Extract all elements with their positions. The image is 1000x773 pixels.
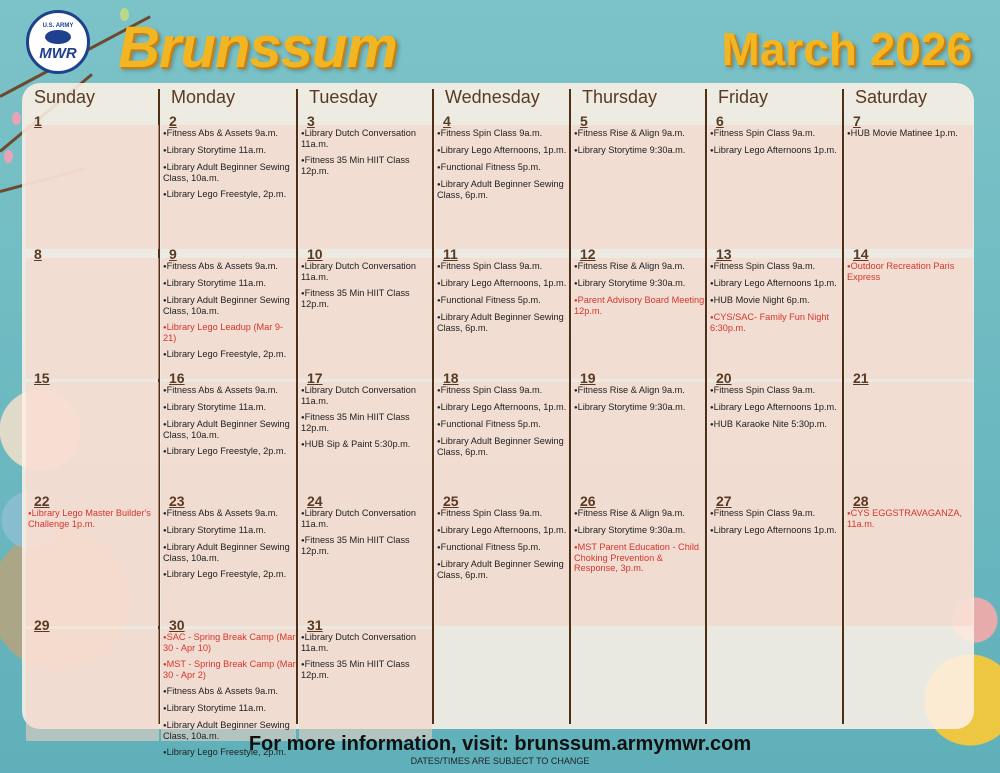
date-number: 7 xyxy=(853,113,861,129)
date-number: 9 xyxy=(169,246,177,262)
day-cell[interactable] xyxy=(572,370,705,505)
event-item[interactable]: ● Fitness 35 Min HIIT Class 12p.m. xyxy=(301,288,432,309)
logo-main-text: MWR xyxy=(39,44,77,62)
day-cell[interactable] xyxy=(26,493,159,626)
event-list xyxy=(437,385,569,463)
event-item[interactable]: ● Library Dutch Conversation 11a.m. xyxy=(301,128,432,149)
event-item[interactable]: ● Library Storytime 11a.m. xyxy=(163,278,296,289)
date-number: 16 xyxy=(169,370,185,386)
date-number: 12 xyxy=(580,246,596,262)
event-item[interactable]: ● Fitness Rise & Align 9a.m. xyxy=(574,508,705,519)
event-item[interactable]: ● Library Lego Afternoons 1p.m. xyxy=(710,525,842,536)
event-list xyxy=(710,128,842,162)
event-item[interactable]: ● Functional Fitness 5p.m. xyxy=(437,162,569,173)
event-item[interactable]: ● Library Adult Beginner Sewing Class, 10a.m. xyxy=(163,419,296,440)
weekday-label: Saturday xyxy=(855,87,928,107)
event-item[interactable]: ● CYS/SAC- Family Fun Night 6:30p.m. xyxy=(710,312,842,333)
event-item[interactable]: ● Fitness Abs & Assets 9a.m. xyxy=(163,128,296,139)
event-item[interactable]: ● Library Dutch Conversation 11a.m. xyxy=(301,508,432,529)
event-list xyxy=(28,508,159,535)
event-item[interactable]: ● Fitness Spin Class 9a.m. xyxy=(710,128,842,139)
day-cell[interactable] xyxy=(161,113,296,249)
date-number: 4 xyxy=(443,113,451,129)
day-cell[interactable] xyxy=(435,629,569,741)
event-list xyxy=(574,385,705,419)
date-number: 13 xyxy=(716,246,732,262)
event-item[interactable]: ● Library Lego Afternoons, 1p.m. xyxy=(437,402,569,413)
month-title: March 2026 xyxy=(721,23,972,75)
date-number: 6 xyxy=(716,113,724,129)
event-item[interactable]: ● Fitness Abs & Assets 9a.m. xyxy=(163,261,296,272)
date-number: 21 xyxy=(853,370,869,386)
event-item[interactable]: ● Library Adult Beginner Sewing Class, 10a.m. xyxy=(163,295,296,316)
event-item[interactable]: ● Library Dutch Conversation 11a.m. xyxy=(301,261,432,282)
date-number: 26 xyxy=(580,493,596,509)
logo-top-text: U.S. ARMY xyxy=(42,22,74,29)
weekday-label: Wednesday xyxy=(445,87,540,107)
globe-icon xyxy=(45,30,71,44)
day-cell[interactable] xyxy=(845,113,973,249)
date-number: 23 xyxy=(169,493,185,509)
date-number: 25 xyxy=(443,493,459,509)
event-item[interactable]: ● Library Storytime 11a.m. xyxy=(163,145,296,156)
date-number: 20 xyxy=(716,370,732,386)
event-item[interactable]: ● Fitness Spin Class 9a.m. xyxy=(437,508,569,519)
event-item[interactable]: ● Library Lego Afternoons, 1p.m. xyxy=(437,525,569,536)
event-item[interactable]: ● Fitness Abs & Assets 9a.m. xyxy=(163,385,296,396)
day-cell[interactable] xyxy=(299,113,432,249)
day-cell[interactable] xyxy=(845,370,973,505)
event-list xyxy=(847,128,973,145)
weekday-label: Monday xyxy=(171,87,236,107)
date-number: 28 xyxy=(853,493,869,509)
event-item[interactable]: ● Library Dutch Conversation 11a.m. xyxy=(301,632,432,653)
event-item[interactable]: ● Library Lego Freestyle, 2p.m. xyxy=(163,189,296,200)
day-cell[interactable] xyxy=(435,493,569,626)
event-list xyxy=(301,508,432,562)
event-item[interactable]: ● Fitness Spin Class 9a.m. xyxy=(710,385,842,396)
event-item[interactable]: ● Library Adult Beginner Sewing Class, 10a.m. xyxy=(163,542,296,563)
weekday-header xyxy=(22,87,974,115)
day-cell[interactable] xyxy=(572,113,705,249)
weekday-label: Thursday xyxy=(582,87,658,107)
column-divider xyxy=(569,89,571,724)
day-cell[interactable] xyxy=(708,493,842,626)
event-item[interactable]: ● Library Lego Afternoons 1p.m. xyxy=(710,145,842,156)
event-list xyxy=(301,261,432,315)
event-item[interactable]: ● Library Lego Freestyle, 2p.m. xyxy=(163,349,296,360)
day-cell[interactable] xyxy=(572,493,705,626)
day-cell[interactable] xyxy=(26,113,159,249)
army-mwr-logo xyxy=(26,10,90,74)
day-cell[interactable] xyxy=(161,617,296,757)
event-item[interactable]: ● Library Lego Freestyle, 2p.m. xyxy=(163,446,296,457)
event-item[interactable]: ● Fitness Rise & Align 9a.m. xyxy=(574,128,705,139)
date-number: 11 xyxy=(443,246,458,262)
event-item[interactable]: ● Functional Fitness 5p.m. xyxy=(437,295,569,306)
weekday-label: Tuesday xyxy=(309,87,378,107)
event-list xyxy=(437,128,569,206)
event-item[interactable]: ● Parent Advisory Board Meeting 12p.m. xyxy=(574,295,705,316)
event-item[interactable]: ● Library Adult Beginner Sewing Class, 6p.m. xyxy=(437,312,569,333)
event-item[interactable]: ● Library Dutch Conversation 11a.m. xyxy=(301,385,432,406)
decorative-bud xyxy=(12,112,21,125)
event-item[interactable]: ● Fitness Abs & Assets 9a.m. xyxy=(163,508,296,519)
day-cell[interactable] xyxy=(161,370,296,505)
event-item[interactable]: ● Library Storytime 11a.m. xyxy=(163,525,296,536)
event-item[interactable]: ● Fitness 35 Min HIIT Class 12p.m. xyxy=(301,412,432,433)
day-cell[interactable] xyxy=(299,493,432,626)
event-list xyxy=(301,385,432,456)
day-cell[interactable] xyxy=(708,370,842,505)
event-item[interactable]: ● Library Lego Afternoons 1p.m. xyxy=(710,278,842,289)
event-list xyxy=(437,261,569,339)
event-item[interactable]: ● MST Parent Education - Child Choking Prevention & Response, 3p.m. xyxy=(574,542,705,573)
date-number: 17 xyxy=(307,370,323,386)
event-item[interactable]: ● Fitness Spin Class 9a.m. xyxy=(710,261,842,272)
event-list xyxy=(710,261,842,339)
event-item[interactable]: ● Library Lego Afternoons, 1p.m. xyxy=(437,145,569,156)
day-cell[interactable] xyxy=(708,246,842,379)
day-cell[interactable] xyxy=(299,617,432,741)
event-item[interactable]: ● Library Storytime 9:30a.m. xyxy=(574,525,705,536)
date-number: 29 xyxy=(34,617,50,633)
event-list xyxy=(574,261,705,322)
event-item[interactable]: ● Library Storytime 9:30a.m. xyxy=(574,402,705,413)
event-item[interactable]: ● MST - Spring Break Camp (Mar 30 - Apr 2) xyxy=(163,659,296,680)
event-item[interactable]: ● Library Lego Afternoons 1p.m. xyxy=(710,402,842,413)
event-item[interactable]: ● Library Lego Freestyle, 2p.m. xyxy=(163,569,296,580)
day-cell[interactable] xyxy=(435,246,569,379)
event-item[interactable]: ● Fitness Abs & Assets 9a.m. xyxy=(163,686,296,697)
column-divider xyxy=(296,89,298,724)
event-list xyxy=(710,508,842,542)
footer-disclaimer: DATES/TIMES ARE SUBJECT TO CHANGE xyxy=(410,756,590,766)
day-cell[interactable] xyxy=(845,246,973,379)
weekday-label: Sunday xyxy=(34,87,96,107)
date-number: 18 xyxy=(443,370,459,386)
column-divider xyxy=(705,89,707,724)
date-number: 15 xyxy=(34,370,50,386)
event-list xyxy=(163,261,296,366)
column-divider xyxy=(842,89,844,724)
event-item[interactable]: ● Library Adult Beginner Sewing Class, 10a.m. xyxy=(163,720,296,741)
day-cell[interactable] xyxy=(708,113,842,249)
date-number: 14 xyxy=(853,246,869,262)
date-number: 10 xyxy=(307,246,323,262)
event-list xyxy=(163,508,296,586)
event-item[interactable]: ● Library Adult Beginner Sewing Class, 6p.m. xyxy=(437,436,569,457)
weekday-label: Friday xyxy=(718,87,769,107)
event-item[interactable]: ● Library Lego Master Builder's Challenge 1p.m. xyxy=(28,508,159,529)
day-cell[interactable] xyxy=(435,113,569,249)
event-list xyxy=(574,508,705,579)
event-item[interactable]: ● HUB Movie Matinee 1p.m. xyxy=(847,128,973,139)
event-item[interactable]: ● Fitness Rise & Align 9a.m. xyxy=(574,261,705,272)
event-item[interactable]: ● Library Adult Beginner Sewing Class, 6p.m. xyxy=(437,559,569,580)
location-title: Brunssum xyxy=(118,15,397,80)
event-item[interactable]: ● Functional Fitness 5p.m. xyxy=(437,419,569,430)
event-item[interactable]: ● Library Storytime 11a.m. xyxy=(163,703,296,714)
event-item[interactable]: ● Library Storytime 9:30a.m. xyxy=(574,278,705,289)
date-number: 30 xyxy=(169,617,185,633)
event-list xyxy=(710,385,842,436)
event-item[interactable]: ● Fitness 35 Min HIIT Class 12p.m. xyxy=(301,155,432,176)
day-cell[interactable] xyxy=(845,493,973,626)
event-item[interactable]: ● Fitness Rise & Align 9a.m. xyxy=(574,385,705,396)
event-item[interactable]: ● Fitness 35 Min HIIT Class 12p.m. xyxy=(301,659,432,680)
day-cell[interactable] xyxy=(299,370,432,505)
event-item[interactable]: ● Library Lego Freestyle, 2p.m. xyxy=(163,747,296,758)
event-list xyxy=(437,508,569,586)
day-cell[interactable] xyxy=(161,493,296,626)
date-number: 1 xyxy=(34,113,42,129)
day-cell[interactable] xyxy=(26,617,159,741)
event-list xyxy=(847,508,973,535)
day-cell[interactable] xyxy=(708,629,842,741)
event-item[interactable]: ● Fitness 35 Min HIIT Class 12p.m. xyxy=(301,535,432,556)
day-cell[interactable] xyxy=(26,246,159,379)
event-item[interactable]: ● Library Adult Beginner Sewing Class, 10a.m. xyxy=(163,162,296,183)
event-item[interactable]: ● HUB Movie Night 6p.m. xyxy=(710,295,842,306)
date-number: 3 xyxy=(307,113,315,129)
event-list xyxy=(847,261,973,288)
event-list xyxy=(301,632,432,686)
date-number: 5 xyxy=(580,113,588,129)
event-list xyxy=(163,128,296,206)
event-item[interactable]: ● Outdoor Recreation Paris Express xyxy=(847,261,973,282)
date-number: 24 xyxy=(307,493,323,509)
event-item[interactable]: ● Library Storytime 11a.m. xyxy=(163,402,296,413)
event-item[interactable]: ● CYS EGGSTRAVAGANZA, 11a.m. xyxy=(847,508,973,529)
day-cell[interactable] xyxy=(299,246,432,379)
event-item[interactable]: ● HUB Karaoke Nite 5:30p.m. xyxy=(710,419,842,430)
event-item[interactable]: ● Fitness Spin Class 9a.m. xyxy=(437,261,569,272)
footer-info: For more information, visit: brunssum.armymwr.com xyxy=(248,733,752,755)
day-cell[interactable] xyxy=(435,370,569,505)
event-item[interactable]: ● Library Lego Leadup (Mar 9-21) xyxy=(163,322,296,343)
day-cell[interactable] xyxy=(26,370,159,505)
date-number: 19 xyxy=(580,370,596,386)
event-item[interactable]: ● HUB Sip & Paint 5:30p.m. xyxy=(301,439,432,450)
event-item[interactable]: ● Library Lego Afternoons, 1p.m. xyxy=(437,278,569,289)
day-cell[interactable] xyxy=(845,629,973,741)
event-list xyxy=(163,385,296,463)
event-item[interactable]: ● Fitness Spin Class 9a.m. xyxy=(437,128,569,139)
event-list xyxy=(301,128,432,182)
event-item[interactable]: ● Fitness Spin Class 9a.m. xyxy=(710,508,842,519)
decorative-bud xyxy=(4,150,13,163)
date-number: 31 xyxy=(307,617,323,633)
day-cell[interactable] xyxy=(572,246,705,379)
event-item[interactable]: ● Functional Fitness 5p.m. xyxy=(437,542,569,553)
event-item[interactable]: ● Library Adult Beginner Sewing Class, 6p.m. xyxy=(437,179,569,200)
event-item[interactable]: ● Fitness Spin Class 9a.m. xyxy=(437,385,569,396)
column-divider xyxy=(432,89,434,724)
event-list xyxy=(574,128,705,162)
day-cell[interactable] xyxy=(572,629,705,741)
date-number: 22 xyxy=(34,493,50,509)
date-number: 27 xyxy=(716,493,732,509)
event-item[interactable]: ● SAC - Spring Break Camp (Mar 30 - Apr 10) xyxy=(163,632,296,653)
date-number: 8 xyxy=(34,246,42,262)
date-number: 2 xyxy=(169,113,177,129)
event-item[interactable]: ● Library Storytime 9:30a.m. xyxy=(574,145,705,156)
day-cell[interactable] xyxy=(161,246,296,379)
